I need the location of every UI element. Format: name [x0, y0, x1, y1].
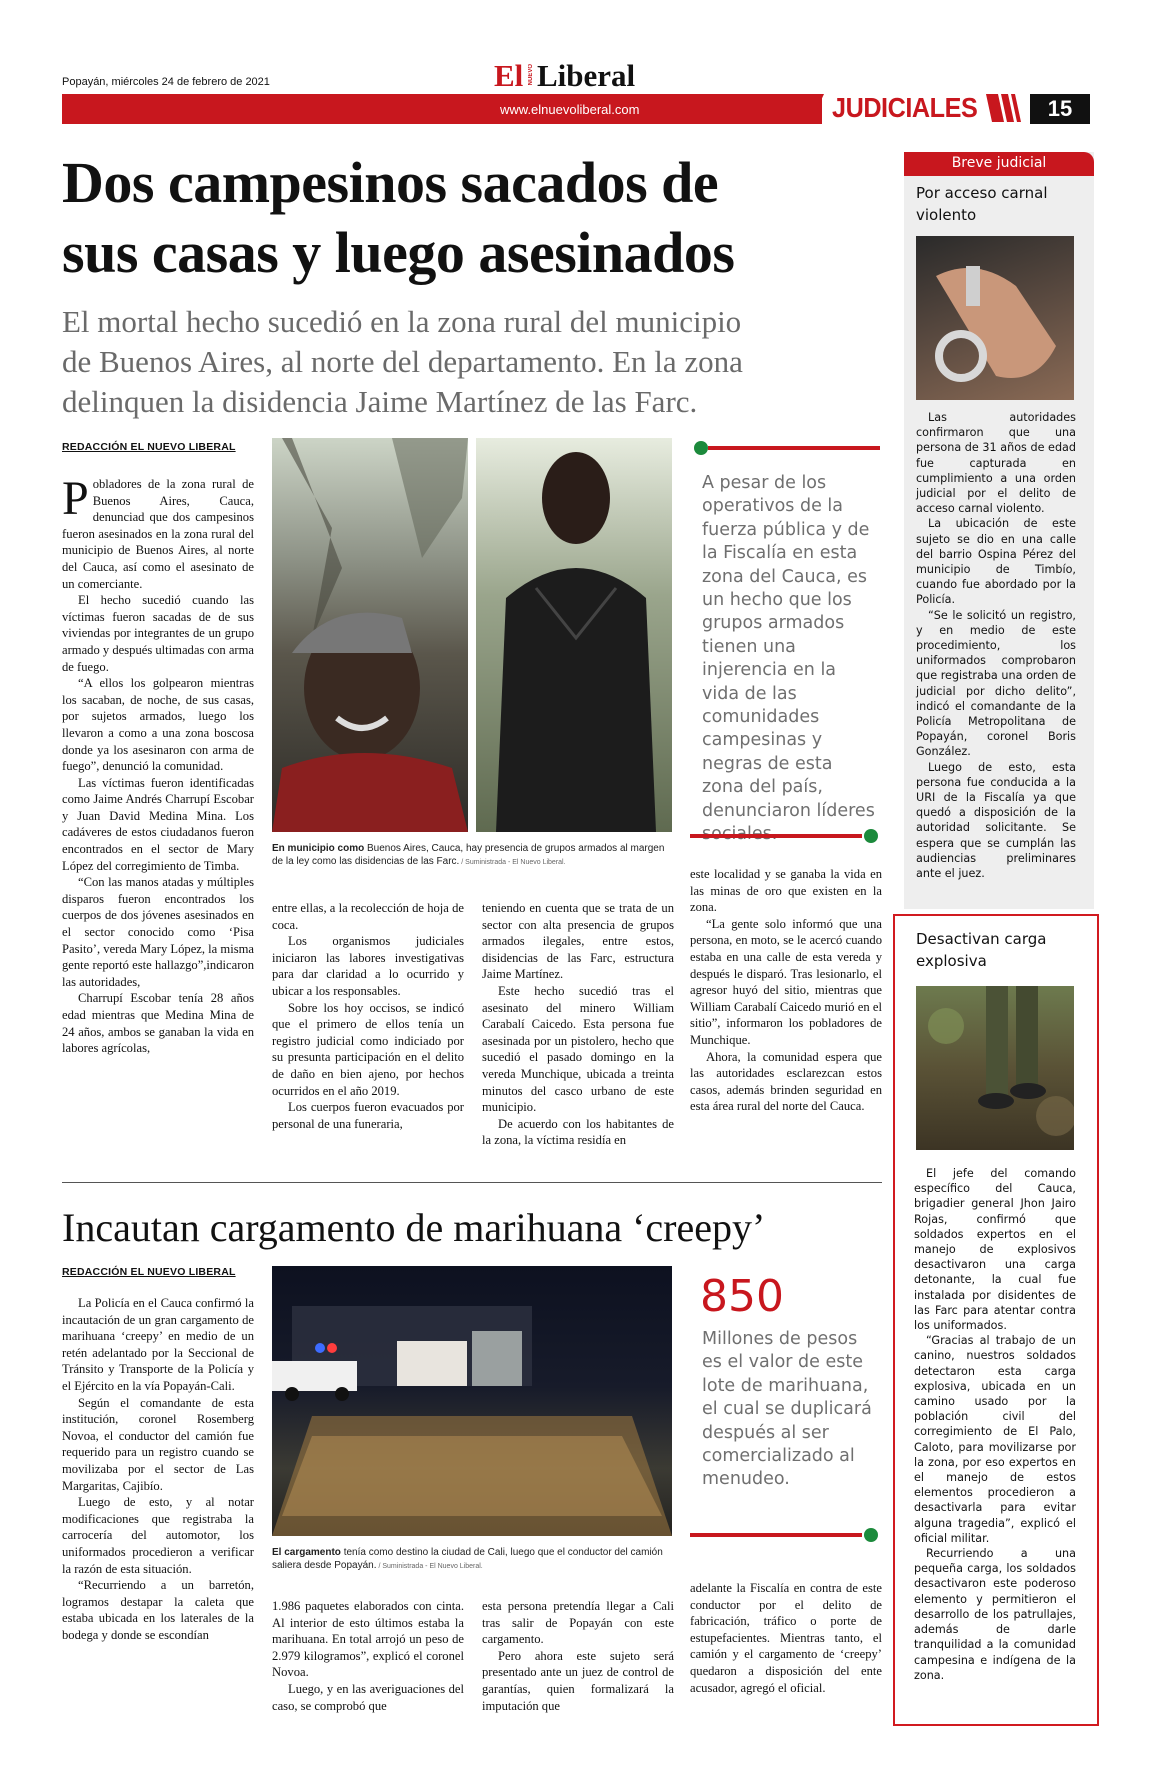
page-number: 15 — [1047, 96, 1073, 121]
header-bar-slant — [810, 94, 824, 124]
pullquote-bottom-rule — [690, 834, 862, 838]
paragraph: Este hecho sucedió tras el asesinato del minero William Carabalí Caicedo. Esta persona fue asesinada por un pistolero, hecho que sucedió el pasado domingo en la vereda Munchique, ubicada a treinta minutos del casco urbano de este municipio. — [482, 983, 674, 1115]
masthead-logo — [494, 58, 664, 92]
caption-lead: El cargamento — [272, 1547, 341, 1558]
section-stripes-icon — [986, 92, 1026, 124]
article1-column-2 — [272, 900, 464, 1132]
headline-line-2: sus casas y luego asesinados — [62, 220, 735, 285]
paragraph: “La gente solo informó que una persona, en moto, se le acercó cuando estaba en una calle de esta vereda y después le disparó. Tras lesionarlo, el agresor huyó del sitio, mientras que William Carabalí Caicedo murió en el sitio”, informaron los pobladores de Munchique. — [690, 916, 882, 1047]
article2-headline: Incautan cargamento de marihuana ‘creepy’ — [62, 1205, 766, 1250]
paragraph: Sobre los hoy occisos, se indicó que el primero de ellos tenía un registro judicial como indiciado por su presunta participación en el delito de daño en bien ajeno, por hechos ocurridos en el año 2019. — [272, 1000, 464, 1098]
paragraph: De acuerdo con los habitantes de la zona, la víctima residía en — [482, 1116, 674, 1148]
paragraph: “Gracias al trabajo de un canino, nuestros soldados detectaron esta carga explosiva, ubicada en un camino usado por la población civil del corregimiento de El Palo, Caloto, para movilizarse por la zona, por eso expertos en el manejo de estos elementos procedieron a desactivarla para evitar alguna tragedia”, explicó el oficial militar. — [914, 1334, 1076, 1545]
logo-liberal: Liberal — [537, 58, 636, 93]
dropcap: P — [62, 472, 89, 525]
paragraph: “Se le solicitó un registro, y en medio de este procedimiento, los uniformados comprobaron que registraba una orden de judicial por dicho delito”, indicó el comandante de la Policía Metropolitana de Popayán, coronel Boris González. — [916, 608, 1076, 759]
header-red-bar — [62, 94, 822, 124]
handcuffs-icon — [916, 236, 1074, 400]
stat-text: Millones de pesos es el valor de este lote de marihuana, el cual se duplicará después al ser comercializado al menudeo. — [702, 1329, 872, 1490]
paragraph: obladores de la zona rural de Buenos Aires, Cauca, denunciad que dos campesinos fueron asesinados en la zona rural del municipio de Buenos Aires, al norte del Cauca, así como el asesinato de un comerciante. — [62, 477, 254, 591]
article2-byline: REDACCIÓN EL NUEVO LIBERAL — [62, 1266, 236, 1278]
sidebar-label: Breve judicial — [951, 155, 1047, 171]
explosive-site-photo — [916, 986, 1074, 1150]
paragraph: Las autoridades confirmaron que una persona de 31 años de edad fue capturada en cumplimiento a una orden judicial por el delito de acceso carnal violento. — [916, 411, 1076, 516]
logo-nuevo: NUEVO — [528, 64, 534, 86]
website-link[interactable]: www.elnuevoliberal.com — [500, 102, 640, 117]
article1-headline — [62, 148, 734, 288]
subhead-line-3: delinquen la disidencia Jaime Martínez de las Farc. — [62, 384, 698, 419]
paragraph: este localidad y se ganaba la vida en las minas de oro que existen en la zona. — [690, 867, 882, 915]
paragraph: Luego, y en las averiguaciones del caso, se comprobó que — [272, 1681, 464, 1713]
logo-el: El — [494, 58, 524, 93]
brief2-body — [914, 1166, 1076, 1683]
caption-text: Buenos Aires, Cauca, hay presencia de grupos armados al margen de la ley como las disidencias de las Farc. — [272, 843, 665, 867]
article1-column-3 — [482, 900, 674, 1149]
paragraph: Los organismos judiciales iniciaron las labores investigativas para dar claridad a lo ocurrido y ubicar a los responsables. — [272, 934, 464, 998]
person-silhouette-icon — [272, 438, 468, 832]
paragraph: entre ellas, a la recolección de hoja de coca. — [272, 901, 464, 932]
pullquote-top-dot — [694, 441, 708, 455]
victim-photo-right — [476, 438, 672, 832]
stat-dot — [864, 1528, 878, 1542]
article1-subhead — [62, 302, 743, 422]
caption-text: tenía como destino la ciudad de Cali, luego que el conductor del camión saliera desde Popayán. — [272, 1547, 663, 1571]
pullquote: A pesar de los operativos de la fuerza pública y de la Fiscalía en esta zona del Cauca, es un hecho que los grupos armados tienen una injerencia en la vida de las comunidades campesinas y negras de esta zona del país, denunciaron líderes — [702, 473, 875, 821]
person-silhouette-icon — [476, 438, 672, 832]
paragraph: Los cuerpos fueron evacuados por personal de una funeraria, — [272, 1100, 464, 1131]
paragraph: El hecho sucedió cuando las víctimas fueron sacadas de de sus viviendas por integrantes de un grupo armado y después ultimadas con arma de fuego. — [62, 593, 254, 674]
paragraph: El jefe del comando específico del Cauca, brigadier general Jhon Jairo Rojas, confirmó que soldados expertos en el manejo de explosivos desactivaron una carga detonante, la cual fue instalada por disidentes de las Farc para atentar contra los uniformados. — [914, 1167, 1076, 1333]
paragraph: teniendo en cuenta que se trata de un sector con alta presencia de grupos armados ilegales, entre estos, disidencias de las Farc, estructura Jaime Martínez. — [482, 901, 674, 982]
paragraph: Pero ahora este sujeto será presentado ante un juez de control de garantías, quien formalizará la imputación que — [482, 1648, 674, 1713]
article1-photo-caption — [272, 842, 672, 869]
paragraph: Las víctimas fueron identificadas como Jaime Andrés Charrupí Escobar y Juan David Medina Mina. Los cadáveres de estos ciudadanos fueron encontrados en el sector de Mary López del corregimiento de Timba. — [62, 775, 254, 873]
subhead-line-1: El mortal hecho sucedió en la zona rural del municipio — [62, 304, 742, 339]
article1-column-4 — [690, 866, 882, 1115]
photo-credit: / Suministrada - El Nuevo Liberal. — [459, 859, 566, 866]
photo-credit: / Suministrada - El Nuevo Liberal. — [376, 1563, 483, 1570]
paragraph: La ubicación de este sujeto se dio en una calle del barrio Ospina Pérez del municipio de Timbío, cuando fue abordado por la Policía. — [916, 517, 1076, 607]
headline-line-1: Dos campesinos sacados de — [62, 150, 719, 215]
paragraph: “A ellos los golpearon mientras los sacaban, de noche, de sus casas, por sujetos armados, luego los llevaron a como a una zona boscosa donde ya los asesinaron con arma de fuego”, denunció la comunidad. — [62, 676, 254, 774]
article2-column-1 — [62, 1295, 254, 1643]
article2-column-3 — [482, 1598, 674, 1714]
paragraph: Luego de esto, y al notar modificaciones que registraba la carrocería del automotor, los uniformados procedieron a verificar la razón de esta situación. — [62, 1495, 254, 1576]
article-divider — [62, 1182, 882, 1183]
paragraph: La Policía en el Cauca confirmó la incautación de un gran cargamento de marihuana ‘creepy’ en medio de un retén adelantado por la Seccional de Tránsito y Transporte de la Policía y el Ejército en la vía Popayán-Cali. — [62, 1296, 254, 1393]
pullquote-top-rule — [708, 446, 880, 450]
article1-byline: REDACCIÓN EL NUEVO LIBERAL — [62, 441, 236, 453]
paragraph: Luego de esto, esta persona fue conducida a la URI de la Fiscalía ya que quedó a disposición de la autoridad solicitante. Se espera que se cumplán las audiencias preliminares ante el juez. — [916, 760, 1076, 881]
section-title: JUDICIALES — [832, 92, 978, 123]
handcuffs-photo — [916, 236, 1074, 400]
truck-scene-icon — [272, 1266, 672, 1536]
paragraph: adelante la Fiscalía en contra de este conductor por el delito de fabricación, tráfico o porte de estupefacientes. Mientras tanto, el camión y el cargamento de ‘creepy’ quedaron a disposición del ente acusador, agregó el oficial. — [690, 1581, 882, 1695]
paragraph: “Con las manos atadas y múltiples disparos fueron encontrados los cuerpos de dos jóvenes asesinados en el sector conocido como ‘Pisa Pasito’, vereda Mary López, la misma gente reportó este hallazgo”,indicaron las autoridades, — [62, 875, 254, 989]
article2-column-2 — [272, 1598, 464, 1714]
victim-photo-left — [272, 438, 468, 832]
paragraph: Recurriendo a una pequeña carga, los soldados desactivaron este poderoso elemento y permitieron el desarrollo de los patrullajes, además de darle tranquilidad a la comunidad campesina e indígena de la zona. — [914, 1547, 1076, 1682]
stat-value: 850 — [700, 1271, 784, 1322]
issue-date: Popayán, miércoles 24 de febrero de 2021 — [62, 76, 270, 88]
stat-rule — [690, 1533, 862, 1537]
paragraph: Según el comandante de esta institución, coronel Rosemberg Novoa, el conductor del camión fue requerido para un registro cuando se movilizaba por el sector de Las Margaritas, Cajibío. — [62, 1395, 254, 1493]
soldier-legs-icon — [916, 986, 1074, 1150]
paragraph: 1.986 paquetes elaborados con cinta. Al interior de esto últimos estaba la marihuana. En total arrojó un peso de 2.979 kilogramos”, explicó el coronel Novoa. — [272, 1599, 464, 1680]
brief2-title: Desactivan carga explosiva — [916, 930, 1047, 970]
brief1-title: Por acceso carnal violento — [916, 184, 1048, 224]
paragraph: “Recurriendo a un barretón, logramos destapar la caleta que estaba ubicada en los laterales de la bodega y donde se escondían — [62, 1578, 254, 1642]
caption-lead: En municipio como — [272, 843, 365, 854]
pullquote-bottom-dot — [864, 829, 878, 843]
article2-column-4 — [690, 1580, 882, 1696]
paragraph: Charrupí Escobar tenía 28 años edad mientras que Medina Mina de 24 años, ambos se ganaban la vida en labores agrícolas, — [62, 991, 254, 1056]
subhead-line-2: de Buenos Aires, al norte del departamento. En la zona — [62, 344, 743, 379]
seizure-photo — [272, 1266, 672, 1536]
paragraph: Ahora, la comunidad espera que las autoridades esclarezcan estos casos, además brinden seguridad en esta área rural del norte del Cauca. — [690, 1049, 882, 1114]
paragraph: esta persona pretendía llegar a Cali tras salir de Popayán con este cargamento. — [482, 1599, 674, 1647]
article2-photo-caption — [272, 1546, 672, 1573]
article1-column-1 — [62, 472, 254, 1057]
brief1-body — [916, 410, 1076, 881]
